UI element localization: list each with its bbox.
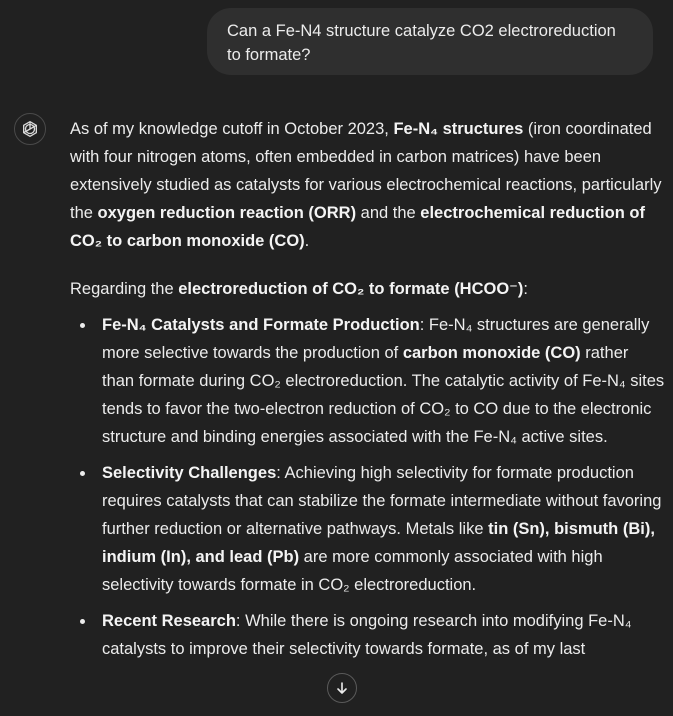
user-message-line: to formate? bbox=[227, 46, 311, 64]
list-item: Recent Research: While there is ongoing research into modifying Fe-N₄ catalysts to improve their selectivity towards formate, as of my last bbox=[70, 607, 665, 663]
formate-intro-paragraph: Regarding the electroreduction of CO₂ to formate (HCOO⁻): bbox=[70, 280, 528, 298]
user-message-line: Can a Fe-N4 structure catalyze CO2 electroreduction bbox=[227, 22, 616, 40]
bullet-list bbox=[70, 311, 665, 663]
intro-paragraph: As of my knowledge cutoff in October 2023, Fe-N₄ structures (iron coordinated with four nitrogen atoms, often embedded in carbon matrices) have been extensively studied as catalysts for various electrochemical reactions, particularly the oxygen reduction reaction (ORR) and the electrochemical reduction of CO₂ to carbon monoxide (CO). bbox=[70, 120, 662, 250]
chatgpt-logo-icon bbox=[14, 113, 46, 145]
list-item: Selectivity Challenges: Achieving high selectivity for formate production requires catalysts that can stabilize the formate intermediate without favoring further reduction or alternative pathways. Metals like tin (Sn), bismuth (Bi), indium (In), and lead (Pb) are more commonly associated with high selectivity towards formate in CO₂ electroreduction. bbox=[70, 459, 665, 599]
arrow-down-icon bbox=[335, 681, 349, 695]
assistant-response bbox=[70, 115, 665, 671]
list-item: Fe-N₄ Catalysts and Formate Production: Fe-N₄ structures are generally more selective towards the production of carbon monoxide (CO) rather than formate during CO₂ electroreduction. The catalytic activity of Fe-N₄ sites tends to favor the two-electron reduction of CO₂ to CO due to the electronic structure and binding energies associated with the Fe-N₄ active sites. bbox=[70, 311, 665, 451]
scroll-to-bottom-button[interactable] bbox=[327, 673, 357, 703]
user-message-bubble bbox=[207, 8, 653, 75]
